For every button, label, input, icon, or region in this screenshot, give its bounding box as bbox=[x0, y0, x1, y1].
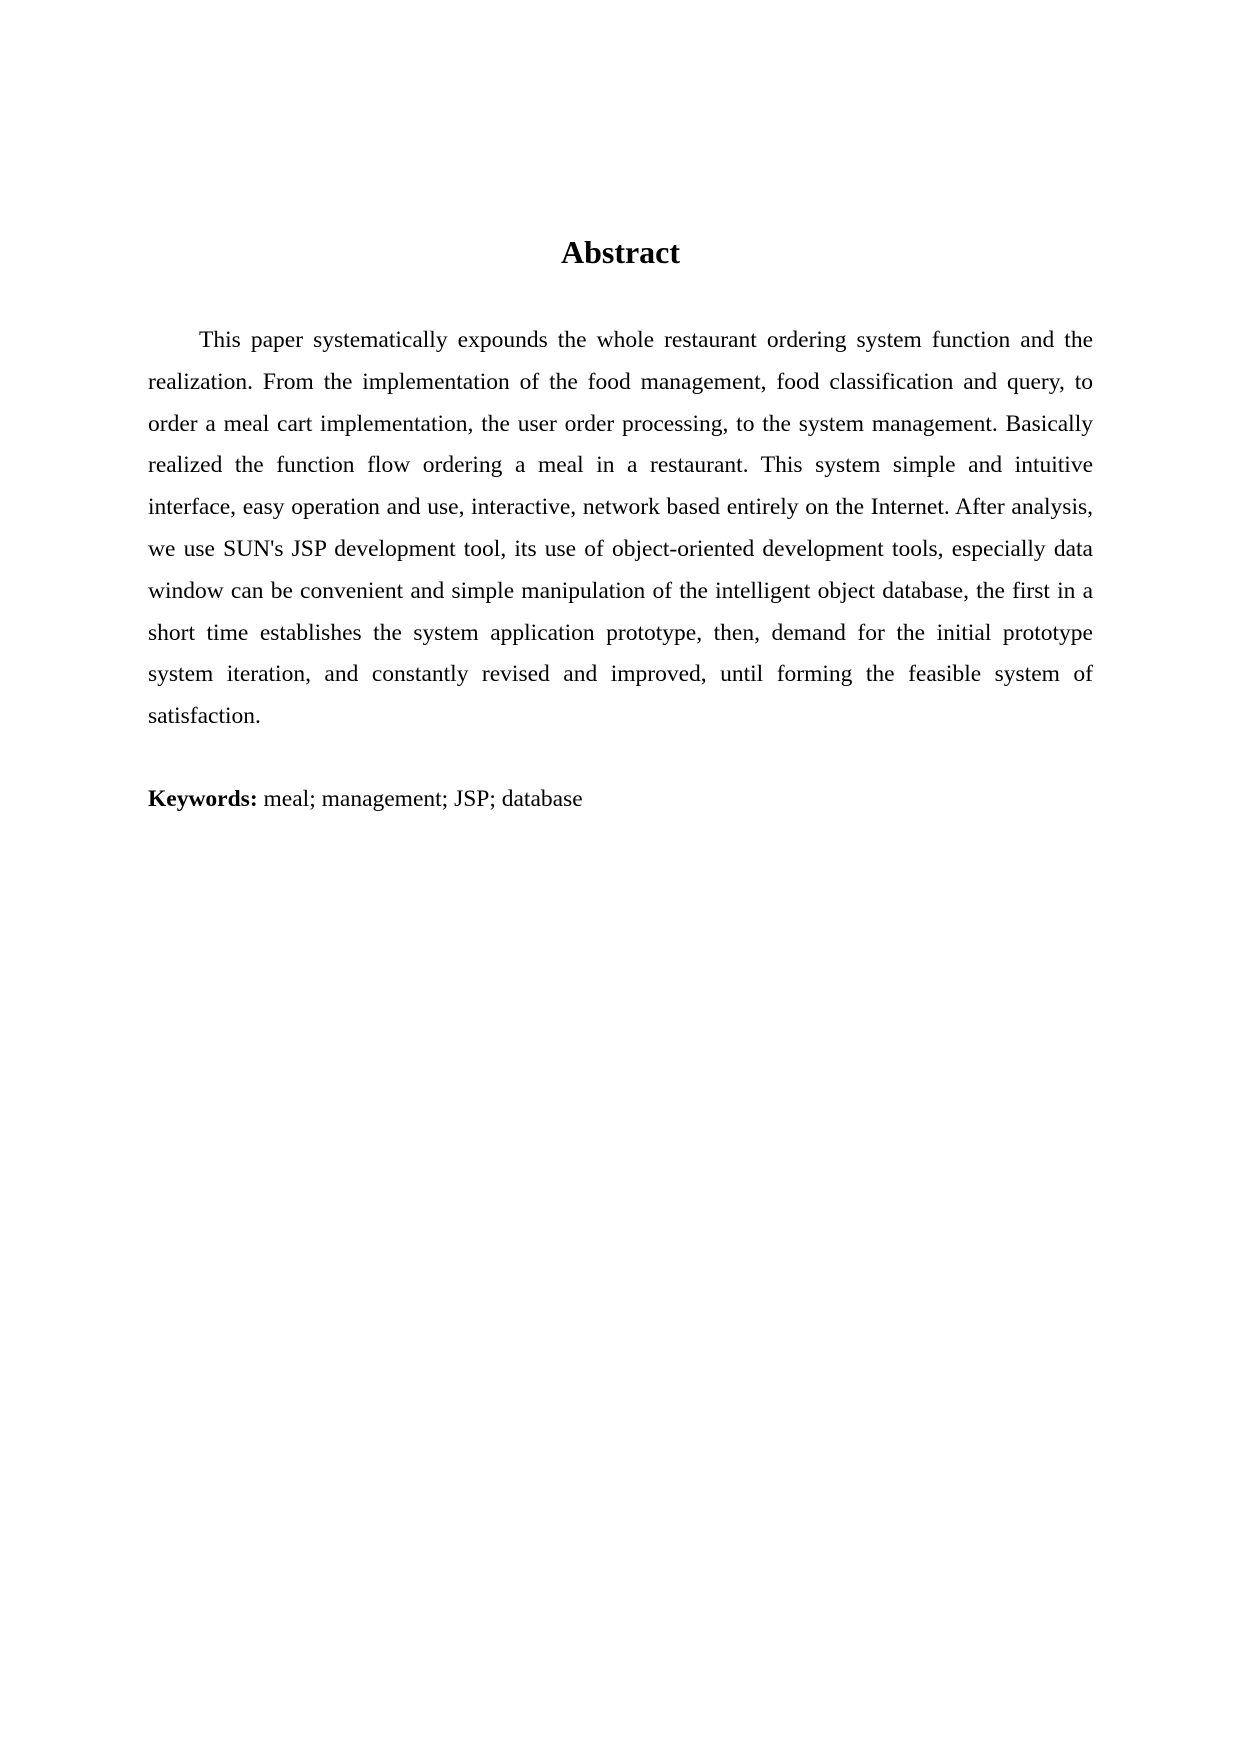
keywords-list: meal; management; JSP; database bbox=[263, 786, 583, 812]
abstract-paragraph: This paper systematically expounds the whole restaurant ordering system function and the realization. From the implementation of the food management, food classification and query, to order a meal cart implementation, the user order processing, to the system management. Basically realized the function flow ordering a meal in a restaurant. This system simple and intuitive interface, easy operation and use, interactive, network based entirely on the Internet. After analysis, we use SUN's JSP development tool, its use of object-oriented development tools, especially data window can be convenient and simple manipulation of the intelligent object database, the first in a short time establishes the system application prototype, then, demand for the initial prototype system iteration, and constantly revised and improved, until forming the feasible system of satisfaction. bbox=[148, 327, 1093, 730]
abstract-title: Abstract bbox=[560, 234, 681, 270]
keywords-line bbox=[148, 778, 1093, 820]
keywords-label: Keywords: bbox=[148, 786, 258, 812]
